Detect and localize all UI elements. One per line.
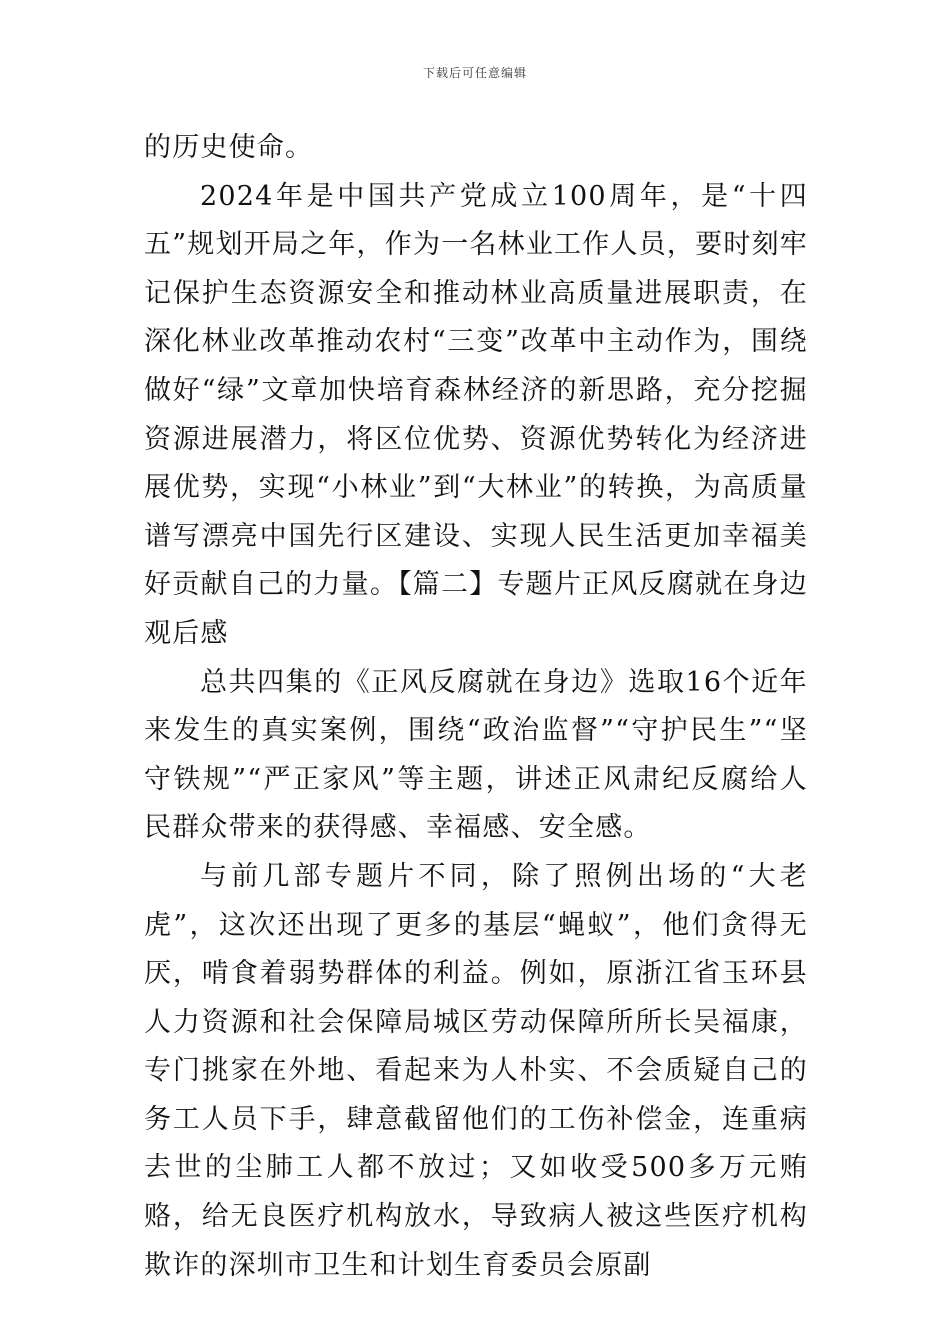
paragraph: 的历史使命。 xyxy=(144,132,314,163)
paragraph: 总共四集的《正风反腐就在身边》选取16个近年来发生的真实案例，围绕“政治监督”“守护民生”“坚守铁规”“严正家风”等主题，讲述正风肃纪反腐给人民群众带来的获得感、幸福感、安全感。 xyxy=(144,666,808,844)
body-text xyxy=(144,124,808,1290)
page-header: 下载后可任意编辑 xyxy=(422,66,527,80)
paragraph: 2024年是中国共产党成立100周年，是“十四五”规划开局之年，作为一名林业工作人员，要时刻牢记保护生态资源安全和推动林业高质量进展职责，在深化林业改革推动农村“三变”改革中主动作为，围绕做好“绿”文章加快培育森林经济的新思路，充分挖掘资源进展潜力，将区位优势、资源优势转化为经济进展优势，实现“小林业”到“大林业”的转换，为高质量谱写漂亮中国先行区建设、实现人民生活更加幸福美好贡献自己的力量。【篇二】专题片正风反腐就在身边观后感 xyxy=(144,180,808,649)
paragraph: 与前几部专题片不同，除了照例出场的“大老虎”，这次还出现了更多的基层“蝇蚁”，他们贪得无厌，啃食着弱势群体的利益。例如，原浙江省玉环县人力资源和社会保障局城区劳动保障所所长吴福康，专门挑家在外地、看起来为人朴实、不会质疑自己的务工人员下手，肆意截留他们的工伤补偿金，连重病去世的尘肺工人都不放过；又如收受500多万元贿赂，给无良医疗机构放水，导致病人被这些医疗机构欺诈的深圳市卫生和计划生育委员会原副 xyxy=(144,860,808,1281)
